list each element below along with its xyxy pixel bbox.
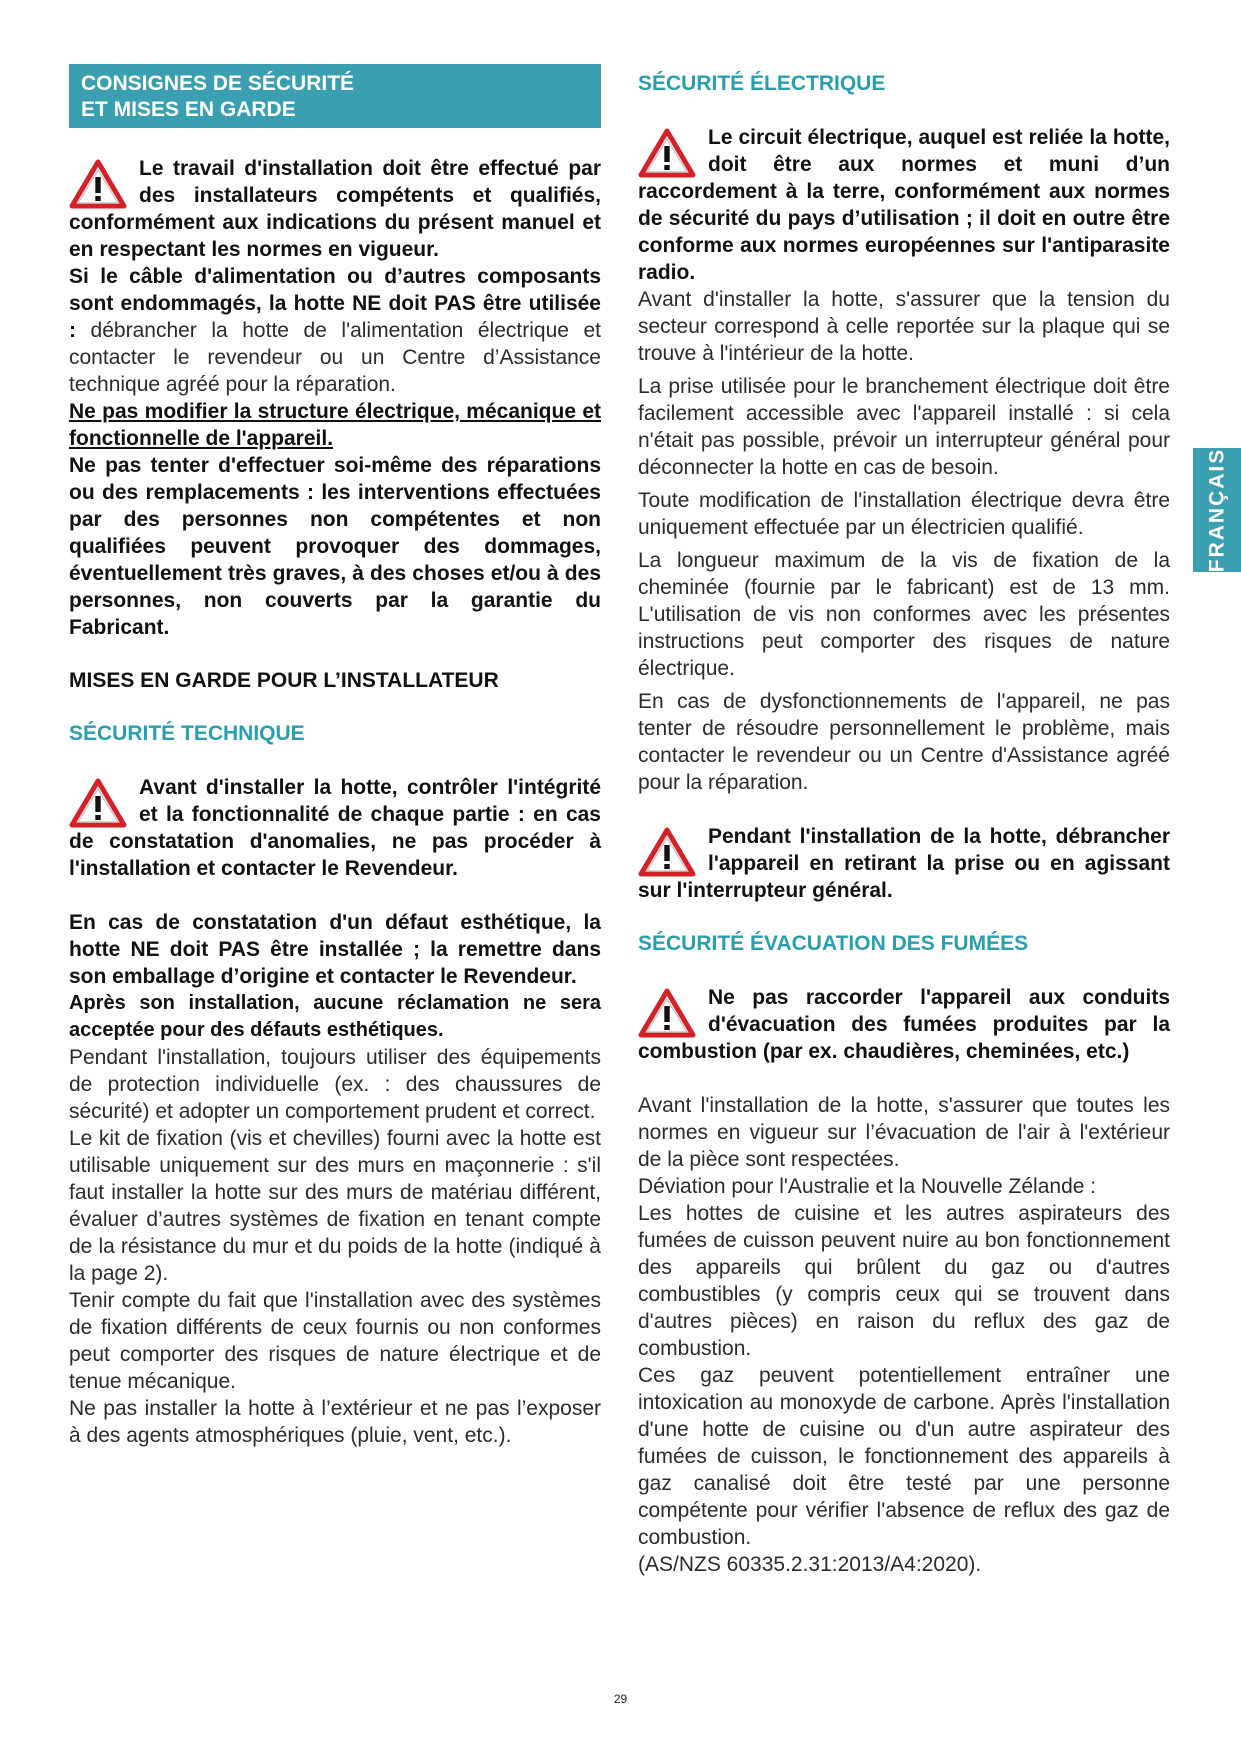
ppe-paragraph: Pendant l'installation, toujours utiliser des équipements de protection individuelle (ex. : des chaussures de sécurité) et adopter un comportement prudent et correct. bbox=[69, 1046, 601, 1123]
header-line-2: ET MISES EN GARDE bbox=[81, 98, 296, 121]
aesthetic-defect-paragraph: En cas de constatation d'un défaut esthétique, la hotte NE doit PAS être installée ; la remettre dans son emballage d’origine et contacter le Revendeur. bbox=[69, 911, 601, 988]
damaged-cable-paragraph bbox=[69, 263, 601, 398]
outdoor-paragraph: Ne pas installer la hotte à l’extérieur et ne pas l’exposer à des agents atmosphériques (pluie, vent, etc.). bbox=[69, 1397, 601, 1447]
socket-paragraph: La prise utilisée pour le branchement électrique doit être facilement accessible avec l'appareil installé : si cela n'était pas possible, prévoir un interrupteur général pour déconnecter la hotte en cas de besoin. bbox=[638, 375, 1170, 479]
safety-header bbox=[69, 64, 601, 128]
warning-unplug bbox=[638, 823, 1170, 904]
warning-circuit bbox=[638, 124, 1170, 286]
warning-triangle-icon bbox=[69, 159, 127, 209]
screw-length-paragraph: La longueur maximum de la vis de fixation de la cheminée (fournie par le fabricant) est de 13 mm. L'utilisation de vis non conformes avec les présentes instructions peut comporter des risques de nature électrique. bbox=[638, 549, 1170, 680]
warning-installers bbox=[69, 155, 601, 263]
warning-triangle-icon bbox=[69, 778, 127, 828]
no-claim-paragraph: Après son installation, aucune réclamation ne sera acceptée pour des défauts esthétiques. bbox=[69, 992, 601, 1041]
warning-flue-text: Ne pas raccorder l'appareil aux conduits d'évacuation des fumées produites par la combustion (par ex. chaudières, cheminées, etc.) bbox=[638, 986, 1170, 1063]
carbon-monoxide-paragraph: Ces gaz peuvent potentiellement entraîner une intoxication au monoxyde de carbone. Après l'installation d'une hotte de cuisine ou d'un autre aspirateur des fumées de cuisson, le fonctionnement des appareils à gaz canalisé doit être testé par une personne compétente pour vérifier l'absence de reflux des gaz de combustion. bbox=[638, 1364, 1170, 1549]
hoods-gas-paragraph: Les hottes de cuisine et les autres aspirateurs des fumées de cuisson peuvent nuire au bon fonctionnement des appareils qui brûlent du gaz ou d'autres combustibles (y compris ceux qui se trouvent dans d'autres pièces) en raison du reflux des gaz de combustion. bbox=[638, 1202, 1170, 1360]
warning-unplug-text: Pendant l'installation de la hotte, débrancher l'appareil en retirant la prise ou en agissant sur l'interrupteur général. bbox=[638, 825, 1170, 902]
air-evacuation-paragraph: Avant l'installation de la hotte, s'assurer que toutes les normes en vigueur sur l’évacuation de l'air à l'extérieur de la pièce sont respectées. bbox=[638, 1094, 1170, 1171]
warning-circuit-text: Le circuit électrique, auquel est reliée la hotte, doit être aux normes et muni d’un raccordement à la terre, conformément aux normes de sécurité du pays d’utilisation ; il doit en outre être conforme aux normes européennes sur l'antiparasite radio. bbox=[638, 126, 1170, 284]
technical-safety-title: SÉCURITÉ TECHNIQUE bbox=[69, 722, 305, 745]
language-tab-label: FRANÇAIS bbox=[1205, 447, 1228, 573]
malfunction-paragraph: En cas de dysfonctionnements de l'appareil, ne pas tenter de résoudre personnellement le problème, mais contacter le revendeur ou un Centre d'Assistance agréé pour la réparation. bbox=[638, 690, 1170, 794]
electrical-safety-title: SÉCURITÉ ÉLECTRIQUE bbox=[638, 72, 886, 95]
warning-integrity bbox=[69, 774, 601, 882]
warning-flue bbox=[638, 984, 1170, 1065]
damaged-cable-light: débrancher la hotte de l'alimentation électrique et contacter le revendeur ou un Centre d’Assistance technique agréé pour la réparation. bbox=[69, 319, 601, 396]
warning-triangle-icon bbox=[638, 128, 696, 178]
warning-integrity-text: Avant d'installer la hotte, contrôler l'intégrité et la fonctionnalité de chaque partie : en cas de constatation d'anomalies, ne pas procéder à l'installation et contacter le Revendeur. bbox=[69, 776, 601, 880]
no-modification-paragraph: Ne pas modifier la structure électrique, mécanique et fonctionnelle de l'appareil. bbox=[69, 400, 601, 450]
voltage-paragraph: Avant d'installer la hotte, s'assurer que la tension du secteur correspond à celle reportée sur la plaque qui se trouve à l'intérieur de la hotte. bbox=[638, 288, 1170, 365]
warning-triangle-icon bbox=[638, 988, 696, 1038]
other-fixing-paragraph: Tenir compte du fait que l'installation avec des systèmes de fixation différents de ceux fournis ou non conformes peut comporter des risques de nature électrique et de tenue mécanique. bbox=[69, 1289, 601, 1393]
electrician-paragraph: Toute modification de l'installation électrique devra être uniquement effectuée par un électricien qualifié. bbox=[638, 489, 1170, 539]
warning-triangle-icon bbox=[638, 827, 696, 877]
right-column bbox=[638, 64, 1170, 1578]
fixing-kit-paragraph: Le kit de fixation (vis et chevilles) fourni avec la hotte est utilisable uniquement sur des murs en maçonnerie : s'il faut installer la hotte sur des murs de matériau différent, évaluer d’autres systèmes de fixation en tenant compte de la résistance du mur et du poids de la hotte (indiqué à la page 2). bbox=[69, 1127, 601, 1285]
language-tab bbox=[1193, 448, 1241, 572]
warning-installers-text: Le travail d'installation doit être effectué par des installateurs compétents et qualifiés, conformément aux indications du présent manuel et en respectant les normes en vigueur. bbox=[69, 157, 601, 261]
damaged-cable-bold: Si le câble d'alimentation ou d’autres composants sont endommagés, la hotte NE doit PAS être utilisée : bbox=[69, 265, 601, 342]
fumes-safety-title: SÉCURITÉ ÉVACUATION DES FUMÉES bbox=[638, 932, 1029, 955]
installer-warnings-title: MISES EN GARDE POUR L’INSTALLATEUR bbox=[69, 669, 499, 692]
no-repair-paragraph: Ne pas tenter d'effectuer soi-même des réparations ou des remplacements : les interventions effectuées par des personnes non compétentes et non qualifiées peuvent provoquer des dommages, éventuellement très graves, à des choses et/ou à des personnes, non couverts par la garantie du Fabricant. bbox=[69, 454, 601, 639]
deviation-paragraph: Déviation pour l'Australie et la Nouvelle Zélande : bbox=[638, 1175, 1097, 1198]
left-column bbox=[69, 64, 601, 1449]
page-number: 29 bbox=[613, 1692, 628, 1706]
header-line-1: CONSIGNES DE SÉCURITÉ bbox=[81, 72, 355, 95]
standard-reference: (AS/NZS 60335.2.31:2013/A4:2020). bbox=[638, 1553, 982, 1576]
